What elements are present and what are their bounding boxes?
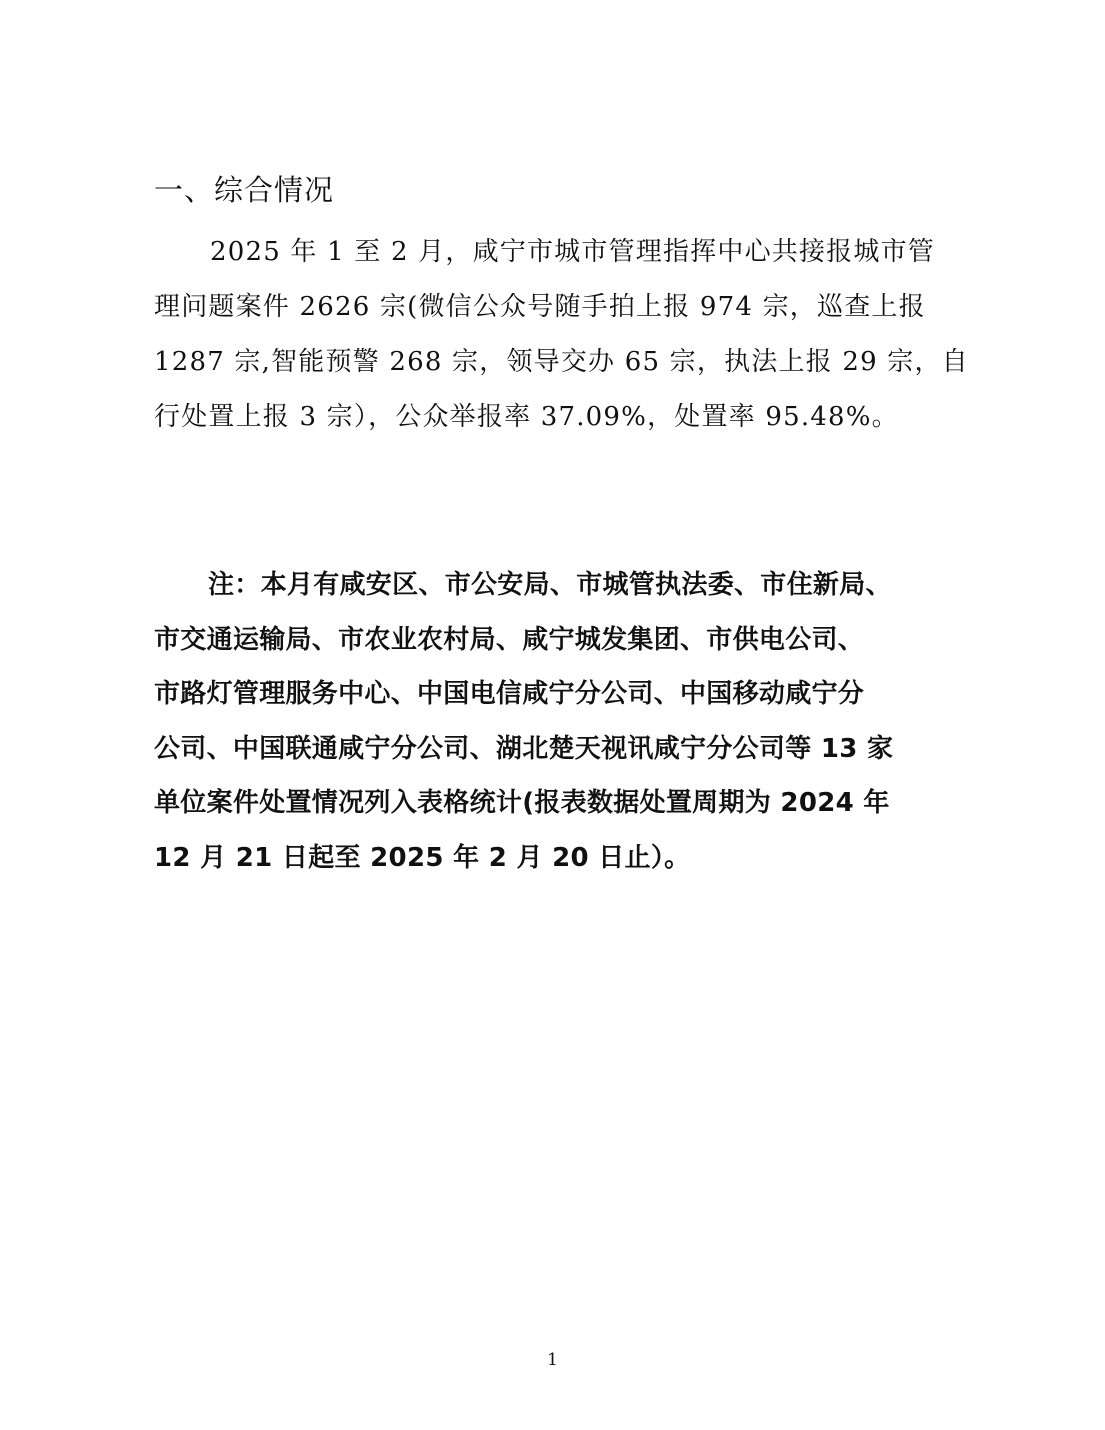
note-line: 12 月 21 日起至 2025 年 2 月 20 日止）。	[154, 842, 691, 873]
note-line: 公司、中国联通咸宁分公司、湖北楚天视讯咸宁分公司等 13 家	[154, 733, 894, 764]
summary-line: 理问题案件 2626 宗(微信公众号随手拍上报 974 宗，巡查上报	[154, 292, 926, 322]
note-line: 单位案件处置情况列入表格统计(报表数据处置周期为 2024 年	[154, 788, 890, 818]
summary-line: 1287 宗,智能预警 268 宗，领导交办 65 宗，执法上报 29 宗，自	[154, 347, 969, 377]
summary-line: 2025 年 1 至 2 月，咸宁市城市管理指挥中心共接报城市管	[210, 237, 935, 267]
note-line: 市交通运输局、市农业农村局、咸宁城发集团、市供电公司、	[154, 624, 865, 655]
summary-line: 行处置上报 3 宗），公众举报率 37.09%，处置率 95.48%。	[154, 402, 899, 432]
page-number: 1	[547, 1350, 558, 1370]
note-paragraph	[154, 558, 954, 885]
note-line: 市路灯管理服务中心、中国电信咸宁分公司、中国移动咸宁分	[154, 679, 865, 709]
note-line: 注：本月有咸安区、市公安局、市城管执法委、市住新局、	[208, 570, 892, 600]
summary-paragraph	[154, 225, 969, 445]
section-heading: 一、综合情况	[154, 173, 335, 207]
